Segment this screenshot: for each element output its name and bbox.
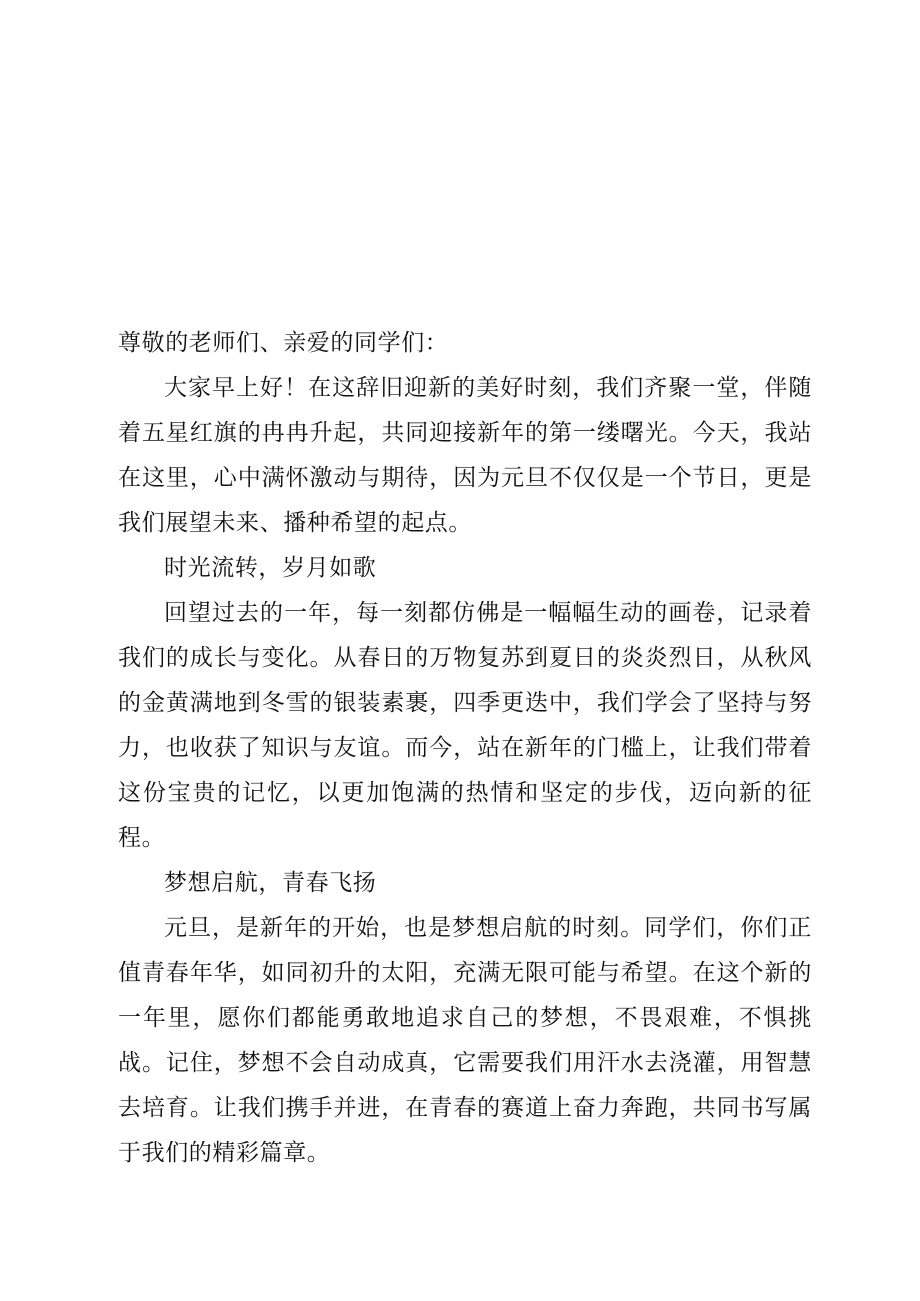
- section-heading-dream: 梦想启航，青春飞扬: [164, 870, 377, 896]
- paragraph-opening: 大家早上好！在这辞旧迎新的美好时刻，我们齐聚一堂，伴随着五星红旗的冉冉升起，共同迎接新年的第一缕曙光。今天，我站在这里，心中满怀激动与期待，因为元旦不仅仅是一个节日，更是我们展望未来、播种希望的起点。: [118, 375, 812, 536]
- salutation: 尊敬的老师们、亲爱的同学们：: [118, 330, 449, 356]
- paragraph-dream: 元旦，是新年的开始，也是梦想启航的时刻。同学们，你们正值青春年华，如同初升的太阳，充满无限可能与希望。在这个新的一年里，愿你们都能勇敢地追求自己的梦想，不畏艰难，不惧挑战。记住，梦想不会自动成真，它需要我们用汗水去浇灌，用智慧去培育。让我们携手并进，在青春的赛道上奋力奔跑，共同书写属于我们的精彩篇章。: [118, 915, 812, 1166]
- paragraph-review: 回望过去的一年，每一刻都仿佛是一幅幅生动的画卷，记录着我们的成长与变化。从春日的万物复苏到夏日的炎炎烈日，从秋风的金黄满地到冬雪的银装素裹，四季更迭中，我们学会了坚持与努力，也收获了知识与友谊。而今，站在新年的门槛上，让我们带着这份宝贵的记忆，以更加饱满的热情和坚定的步伐，迈向新的征程。: [118, 600, 812, 851]
- speech-text: [118, 321, 812, 1176]
- section-heading-time: 时光流转，岁月如歌: [164, 555, 377, 581]
